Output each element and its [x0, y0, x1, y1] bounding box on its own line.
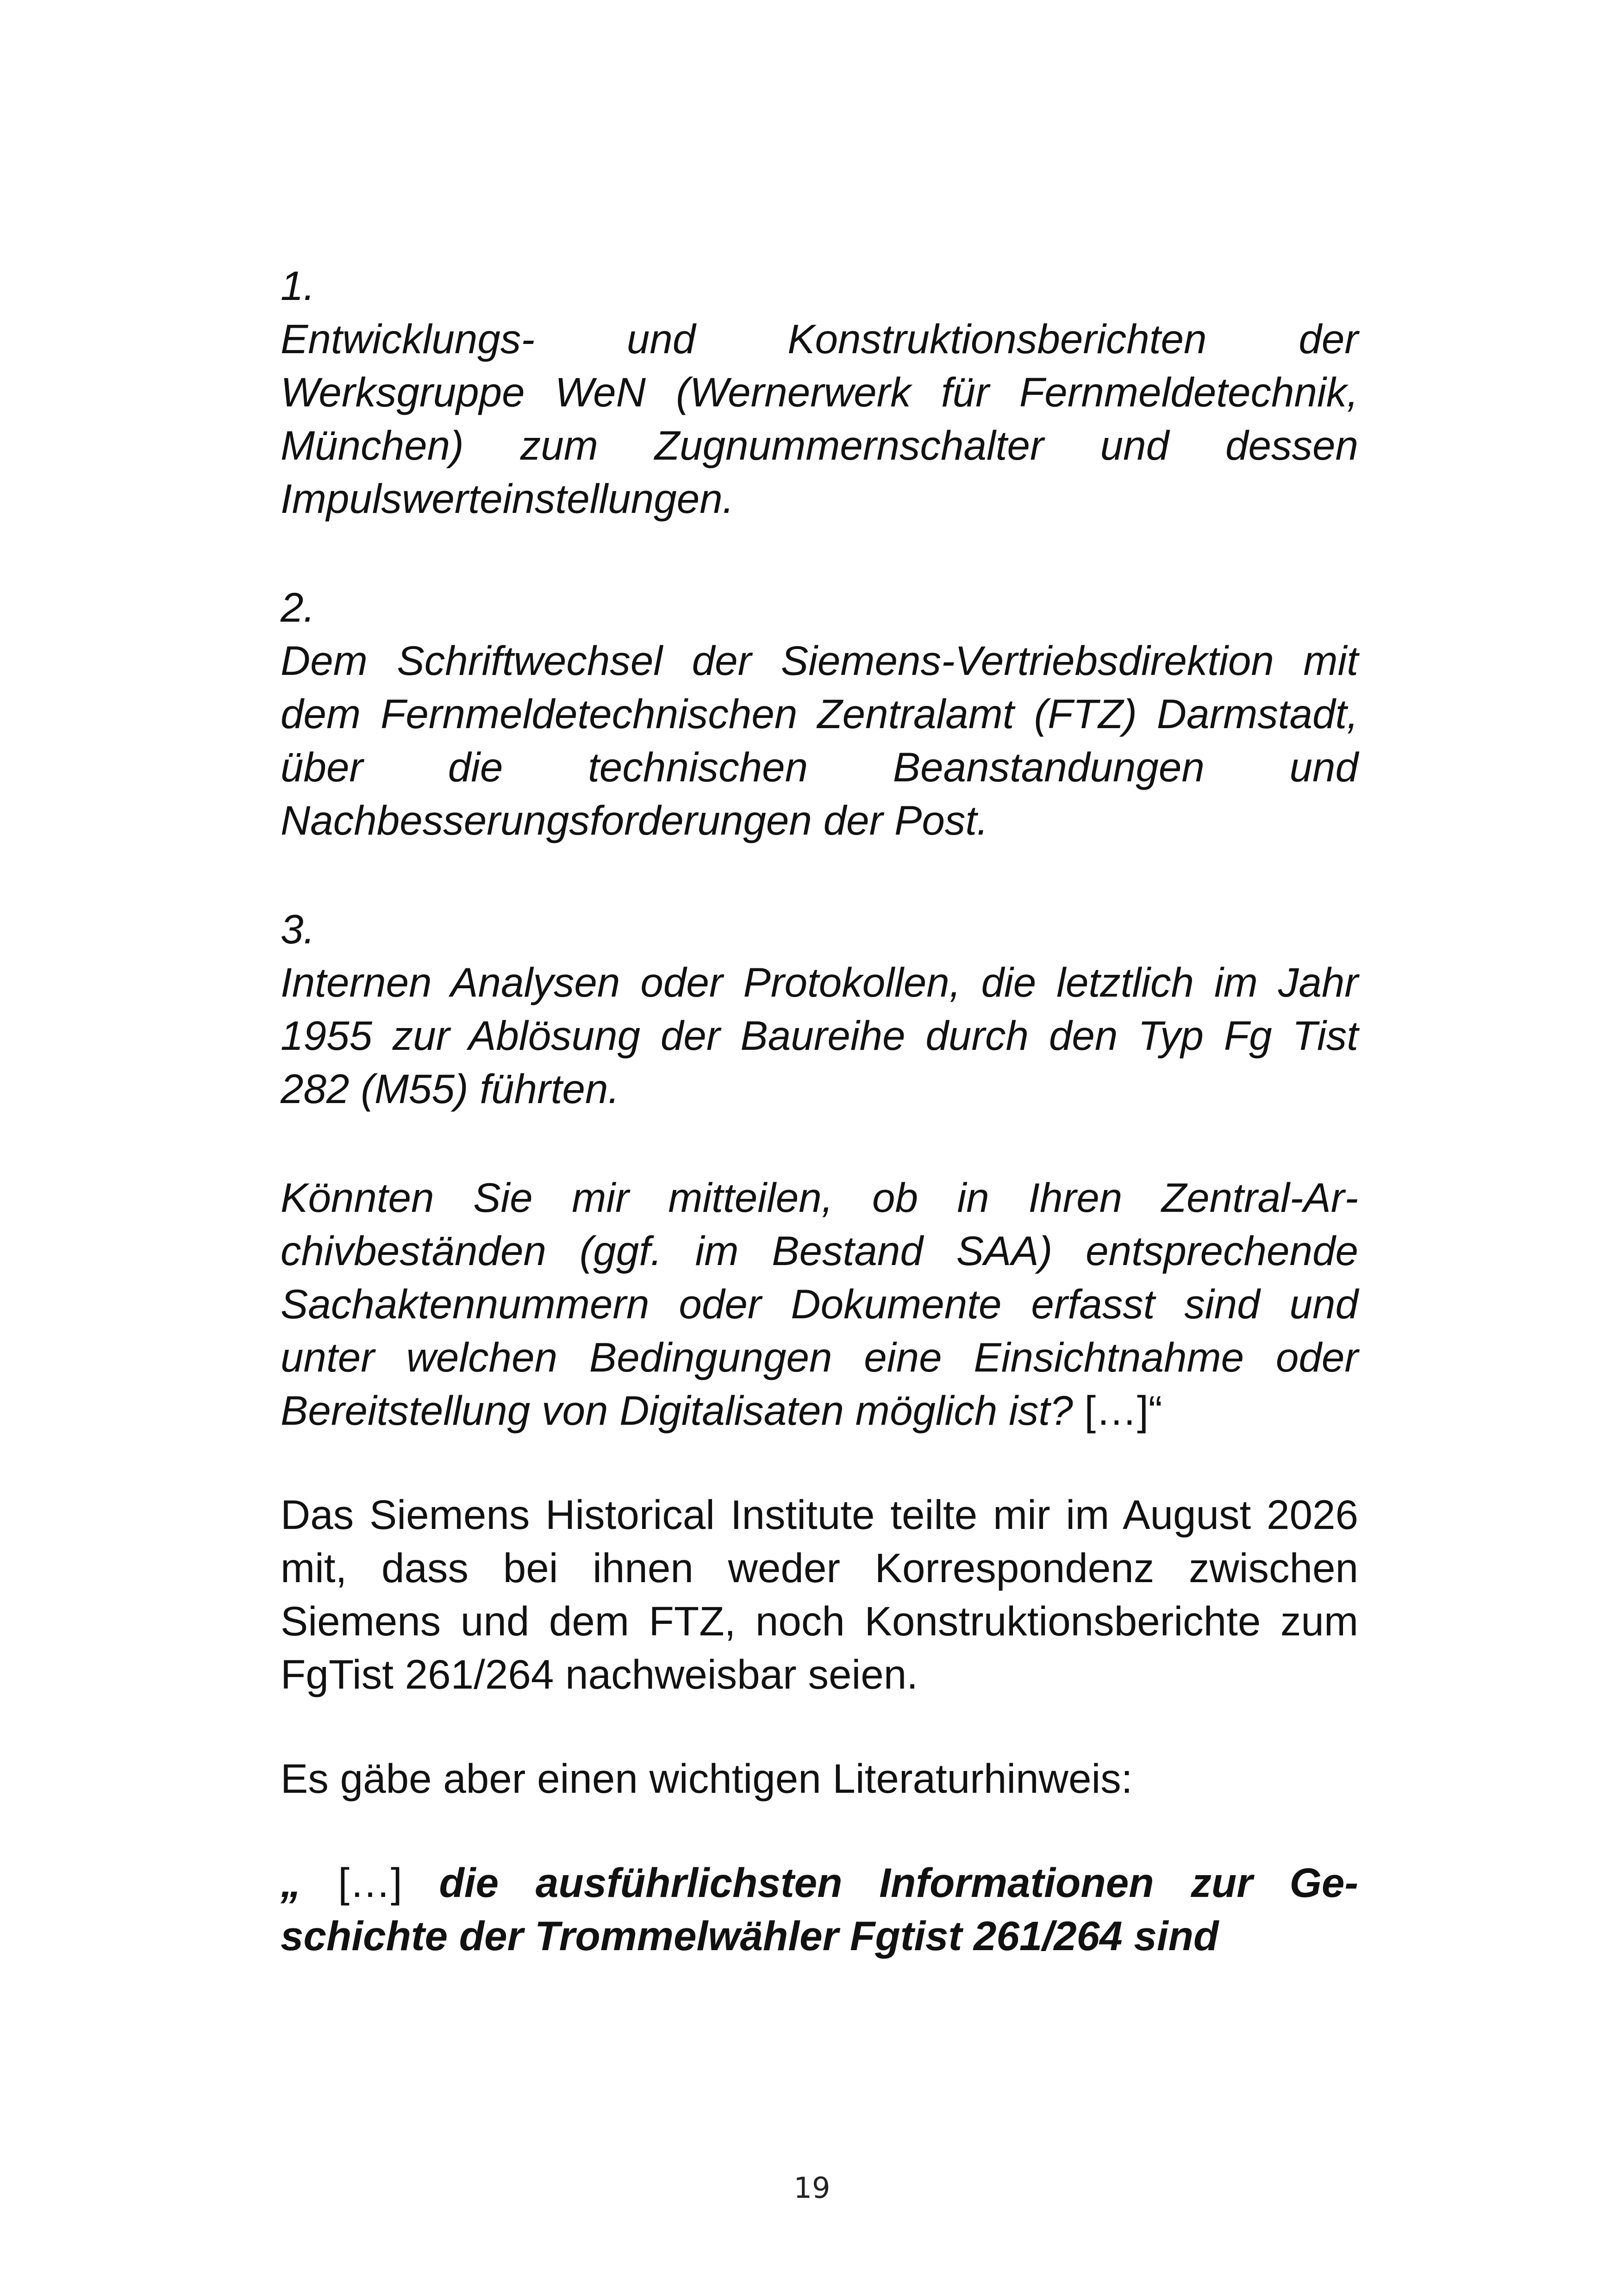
quote-ellipsis: […] [301, 1859, 439, 1906]
page-number: 19 [793, 2171, 831, 2205]
question-suffix: […]“ [1073, 1387, 1162, 1434]
body-paragraph-institute: Das Siemens Historical Institute teilte mir im August 2026 mit, dass bei ihnen weder Korrespondenz zwischen Siemens und dem FTZ, noch Konstruktionsberichte zum FgTist 261/264 nachweisbar seien. [281, 1491, 1358, 1697]
list-number: 2. [281, 584, 315, 630]
quote-text: die ausführlichsten Informationen zur Geschichte der Trommelwähler Fgtist 261/264 sind [281, 1859, 1358, 1959]
list-text: Internen Analysen oder Protokollen, die letztlich im Jahr 1955 zur Ablösung der Baureihe durch den Typ Fg Tist 282 (M55) führten. [281, 959, 1358, 1112]
list-number: 1. [281, 262, 315, 309]
question-text: Könnten Sie mir mitteilen, ob in Ihren Zentral-Archivbeständen (ggf. im Bestand SAA) entsprechende Sachaktennummern oder Dokumente erfasst sind und unter welchen Bedingungen eine Einsichtnahme oder Bereitstellung von Digitalisaten möglich ist? [281, 1174, 1358, 1434]
body-paragraph-hint: Es gäbe aber einen wichtigen Literaturhinweis: [281, 1755, 1133, 1802]
list-item-1 [281, 259, 1358, 525]
document-page [281, 259, 1358, 1963]
question-paragraph [281, 1171, 1358, 1437]
list-number: 3. [281, 906, 315, 952]
quote-paragraph [281, 1856, 1358, 1963]
list-text: Entwicklungs- und Konstruktionsberichten der Werksgruppe WeN (Wernerwerk für Fernmeldetechnik, München) zum Zugnummernschalter und dessen Impulswerteinstellungen. [281, 316, 1358, 522]
list-item-3 [281, 903, 1358, 1116]
quote-open-mark: „ [281, 1859, 301, 1906]
list-text: Dem Schriftwechsel der Siemens-Vertriebsdirektion mit dem Fernmeldetechnischen Zentralamt (FTZ) Darmstadt, über die technischen Beanstandungen und Nachbesserungsforderungen der Post. [281, 637, 1358, 843]
list-item-2 [281, 581, 1358, 847]
